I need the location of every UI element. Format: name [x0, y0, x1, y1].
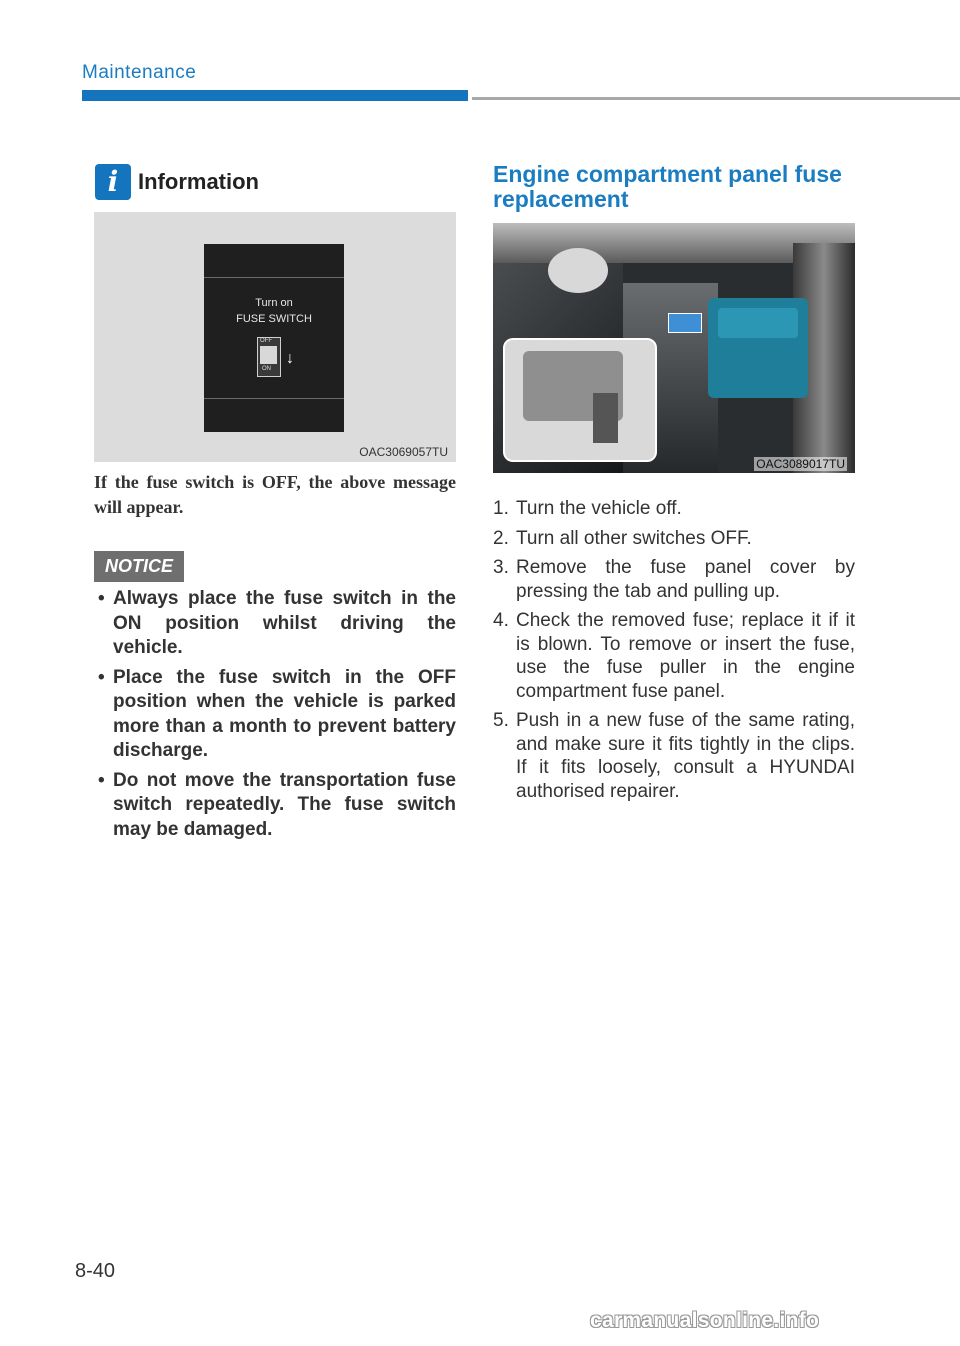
header-accent-bar — [82, 90, 468, 101]
bullet-icon: • — [98, 588, 105, 609]
step-text: Turn the vehicle off. — [516, 498, 682, 519]
notice-list — [94, 587, 456, 847]
replacement-steps — [493, 497, 855, 809]
arrow-right-icon — [668, 313, 702, 333]
reservoir-cap — [548, 248, 608, 293]
switch-on-label: ON — [262, 366, 271, 372]
step-item — [493, 497, 855, 521]
bullet-icon: • — [98, 769, 105, 791]
information-title: Information — [138, 169, 259, 194]
notice-item — [94, 769, 456, 843]
fuse-box-tab — [718, 308, 798, 338]
figure-code: OAC3089017TU — [756, 457, 845, 471]
inset-tab — [593, 393, 618, 443]
step-number: 5. — [493, 710, 509, 731]
notice-item-text: Place the fuse switch in the OFF position when the vehicle is parked more than a month to prevent battery discharge. — [113, 666, 456, 761]
page-number: 8-40 — [75, 1260, 116, 1282]
fuse-switch-message-figure — [94, 212, 456, 462]
engine-section-title: Engine compartment panel fuse replacement — [493, 161, 842, 212]
figure-caption: If the fuse switch is OFF, the above message will appear. — [94, 472, 456, 517]
step-item — [493, 609, 855, 703]
step-number: 4. — [493, 610, 509, 631]
fuse-switch-knob — [260, 346, 277, 364]
watermark: carmanualsonline.info — [590, 1309, 820, 1332]
display-message-line1: Turn on — [255, 297, 293, 309]
display-divider — [204, 398, 344, 399]
step-item — [493, 709, 855, 803]
figure-code: OAC3069057TU — [359, 445, 448, 459]
bullet-icon: • — [98, 666, 105, 688]
step-text: Check the removed fuse; replace it if it is blown. To remove or insert the fuse, use the fuse puller in the engine compartment fuse panel. — [516, 610, 855, 702]
step-number: 3. — [493, 557, 509, 578]
arrow-down-icon: ↓ — [286, 350, 294, 367]
notice-item — [94, 666, 456, 764]
header-rule — [472, 97, 960, 100]
step-item — [493, 527, 855, 551]
information-icon: i — [95, 164, 131, 200]
step-text: Turn all other switches OFF. — [516, 527, 752, 549]
notice-item — [94, 587, 456, 661]
step-text: Remove the fuse panel cover by pressing the tab and pulling up. — [516, 557, 855, 602]
switch-off-label: OFF — [260, 338, 272, 344]
step-text: Push in a new fuse of the same rating, and make sure it fits tightly in the clips. If it fits loosely, consult a HYUNDAI authorised repairer. — [516, 710, 855, 802]
notice-item-text: Do not move the transportation fuse switch repeatedly. The fuse switch may be damaged. — [113, 769, 456, 840]
display-message-line2: FUSE SWITCH — [236, 313, 312, 325]
display-divider — [204, 277, 344, 278]
step-number: 1. — [493, 498, 509, 519]
step-item — [493, 556, 855, 603]
step-number: 2. — [493, 527, 509, 549]
notice-item-text: Always place the fuse switch in the ON position whilst driving the vehicle. — [113, 588, 456, 658]
section-title: Maintenance — [82, 62, 197, 83]
notice-badge: NOTICE — [94, 551, 184, 582]
engine-compartment-photo — [493, 223, 855, 473]
